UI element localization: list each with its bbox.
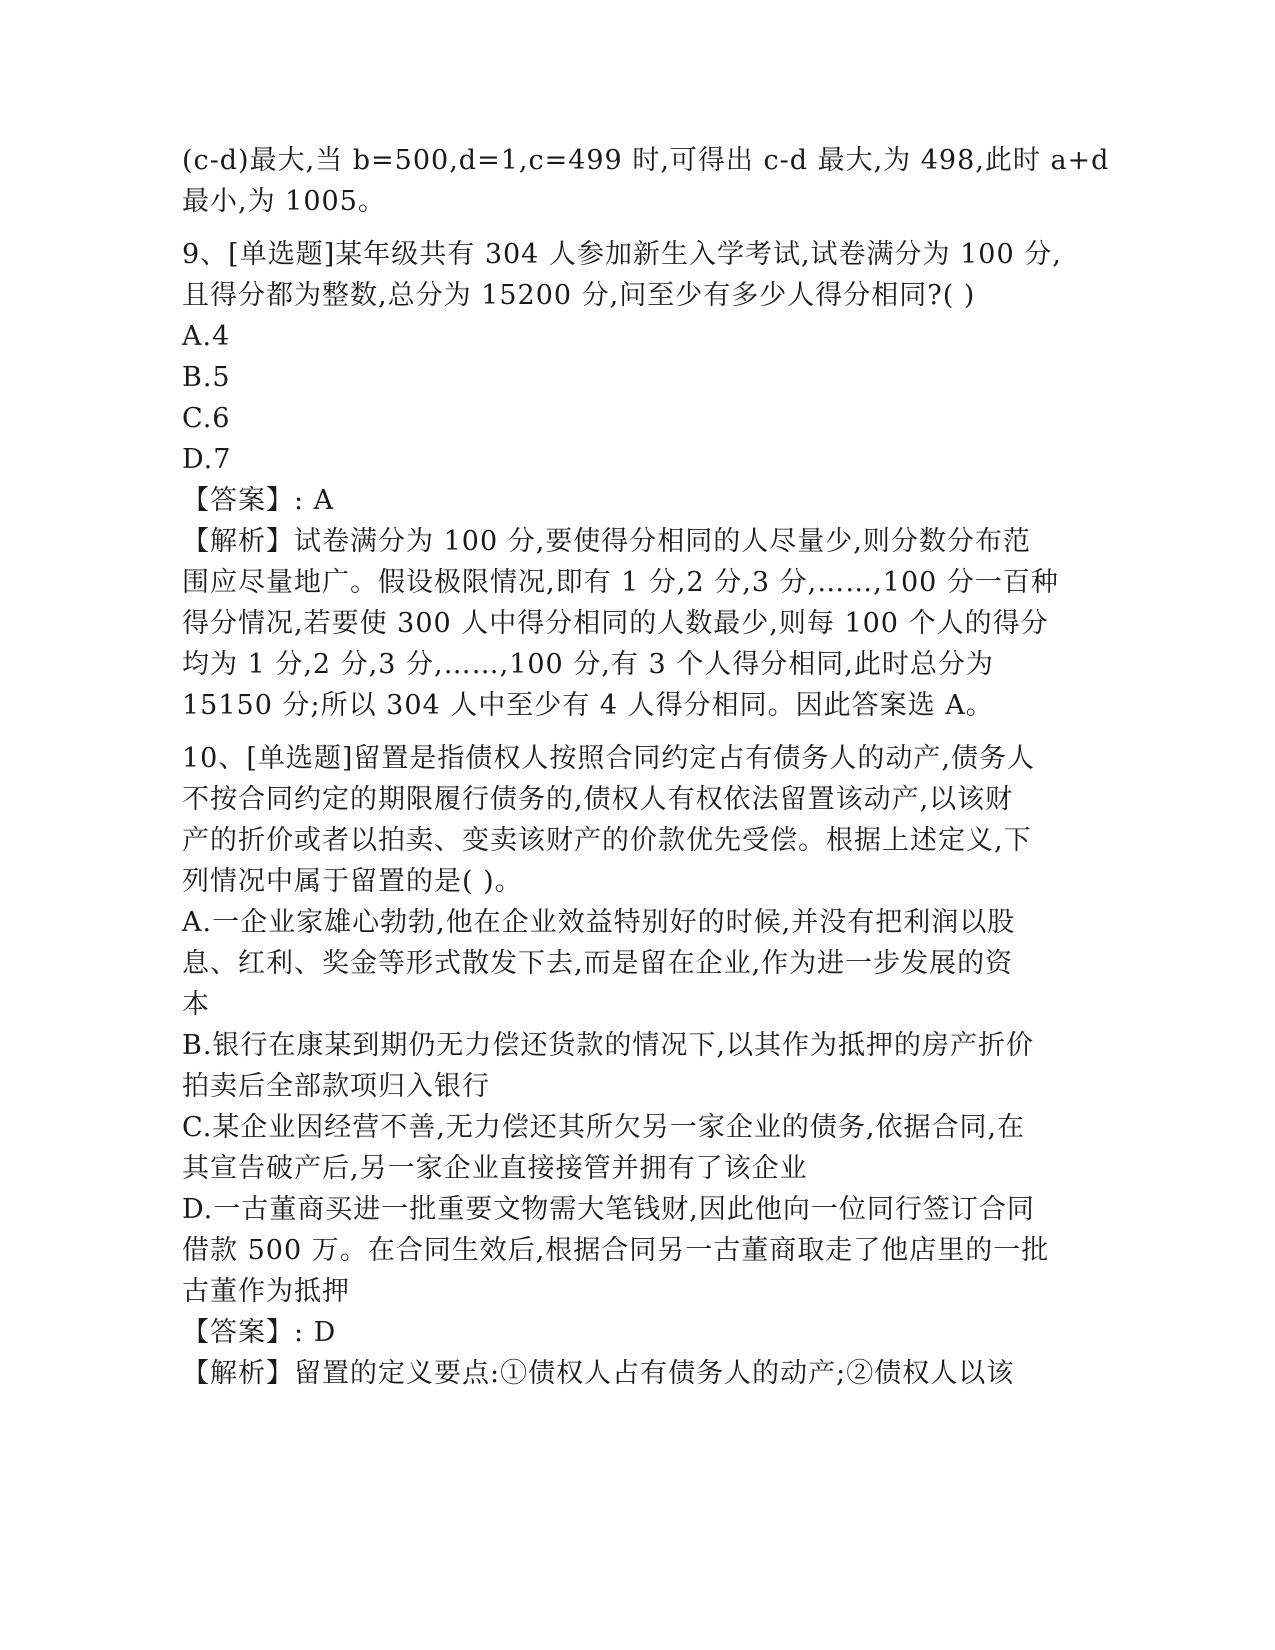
option-c-line: 其宣告破产后,另一家企业直接接管并拥有了该企业 — [182, 1153, 808, 1184]
analysis-line: 【解析】试卷满分为 100 分,要使得分相同的人尽量少,则分数分布范 — [182, 526, 1031, 557]
question-stem-line: 且得分都为整数,总分为 15200 分,问至少有多少人得分相同?( ) — [182, 280, 976, 311]
option-b: B.5 — [182, 362, 231, 393]
analysis-line: 【解析】留置的定义要点:①债权人占有债务人的动产;②债权人以该 — [182, 1358, 1015, 1389]
intro-paragraph — [182, 140, 1110, 222]
question-stem-line: 列情况中属于留置的是( )。 — [182, 866, 523, 897]
option-d-line: 借款 500 万。在合同生效后,根据合同另一古董商取走了他店里的一批 — [182, 1235, 1050, 1266]
analysis-line: 得分情况,若要使 300 人中得分相同的人数最少,则每 100 个人的得分 — [182, 608, 1049, 639]
text-line: (c-d)最大,当 b=500,d=1,c=499 时,可得出 c-d 最大,为 498,此时 a+d — [182, 145, 1110, 176]
option-a-line: A.一企业家雄心勃勃,他在企业效益特别好的时候,并没有把利润以股 — [182, 907, 1016, 938]
answer-line: 【答案】: D — [182, 1317, 337, 1348]
option-a: A.4 — [182, 321, 231, 352]
text-line: 最小,为 1005。 — [182, 186, 386, 217]
option-c: C.6 — [182, 403, 231, 434]
analysis-line: 围应尽量地广。假设极限情况,即有 1 分,2 分,3 分,……,100 分一百种 — [182, 567, 1059, 598]
analysis-line: 15150 分;所以 304 人中至少有 4 人得分相同。因此答案选 A。 — [182, 690, 994, 721]
analysis-line: 均为 1 分,2 分,3 分,……,100 分,有 3 个人得分相同,此时总分为 — [182, 649, 994, 680]
question-stem-line: 不按合同约定的期限履行债务的,债权人有权依法留置该动产,以该财 — [182, 784, 1014, 815]
option-d: D.7 — [182, 444, 232, 475]
option-d-line: 古董作为抵押 — [182, 1276, 350, 1307]
question-9 — [182, 234, 1082, 726]
question-stem-line: 产的折价或者以拍卖、变卖该财产的价款优先受偿。根据上述定义,下 — [182, 825, 1032, 856]
question-stem-line: 9、[单选题]某年级共有 304 人参加新生入学考试,试卷满分为 100 分, — [182, 239, 1062, 270]
document-page — [182, 140, 1110, 1394]
answer-line: 【答案】: A — [182, 485, 335, 516]
option-d-line: D.一古董商买进一批重要文物需大笔钱财,因此他向一位同行签订合同 — [182, 1194, 1035, 1225]
question-stem-line: 10、[单选题]留置是指债权人按照合同约定占有债务人的动产,债务人 — [182, 743, 1036, 774]
option-c-line: C.某企业因经营不善,无力偿还其所欠另一家企业的债务,依据合同,在 — [182, 1112, 1026, 1143]
question-10 — [182, 738, 1082, 1394]
option-b-line: B.银行在康某到期仍无力偿还货款的情况下,以其作为抵押的房产折价 — [182, 1030, 1035, 1061]
option-a-line: 本 — [182, 989, 210, 1020]
option-a-line: 息、红利、奖金等形式散发下去,而是留在企业,作为进一步发展的资 — [182, 948, 1014, 979]
option-b-line: 拍卖后全部款项归入银行 — [182, 1071, 490, 1102]
